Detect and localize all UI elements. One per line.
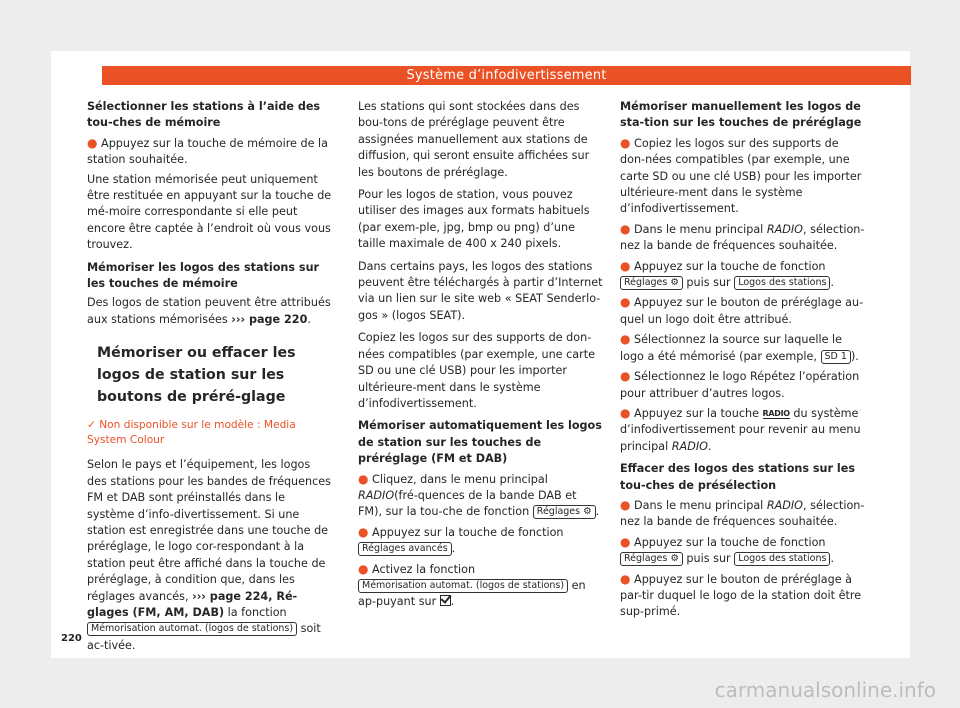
list-item: ● Sélectionnez la source sur laquelle le logo a été mémorisé (par exemple, SD 1 ). [620,332,859,363]
page-number: 220 [61,633,82,644]
function-key-label: Réglages avancés [358,542,452,556]
list-item: ● Appuyez sur la touche de fonction Réglages avancés . [358,524,564,556]
paragraph: Les stations qui sont stockées dans des bou-tons de préréglage peuvent être assignées manuellement aux stations de diffusion, qui seront ensuite affichées sur les boutons de préréglage. [358,100,590,179]
function-key-label: Réglages ⚙ [533,505,596,519]
function-key-label: Réglages ⚙ [620,552,683,566]
bullet-icon: ● [620,258,631,273]
column-right [620,99,866,624]
bullet-icon: ● [620,135,631,150]
paragraph: Selon le pays et l’équipement, les logos des stations pour les bandes de fréquences FM et DAB sont préinstallés dans le système d’info-divertissement. Si une station est enregistrée dans une touche de préréglage, le logo cor-respondant à la station peut être affiché dans la touche de préréglage, à condition que, dans les réglages avancés, ››› page 224, Ré-glages (FM, AM, DAB) la fonction Mémorisation automat. (logos de stations) soit ac-tivée. [87,458,331,652]
bullet-icon: ● [620,295,631,310]
paragraph: Des logos de station peuvent être attribués aux stations mémorisées ››› page 220. [87,296,331,326]
bullet-icon: ● [620,405,631,420]
bullet-icon: ● [87,135,98,150]
paragraph: Dans certains pays, les logos des stations peuvent être téléchargés à partir d’Internet via un lien sur le site web « SEAT Senderlo-gos » (logos SEAT). [358,259,603,322]
check-icon [440,595,451,606]
section-heading: Mémoriser les logos des stations sur les touches de mémoire [87,260,320,291]
list-item: ● Copiez les logos sur des supports de don-nées compatibles (par exemple, une carte SD ou une clé USB) pour les importer ultérieure-ment dans le système d’infodivertissement. [620,135,862,216]
bullet-icon: ● [358,524,369,539]
list-item: ● Appuyez sur le bouton de préréglage à par-tir duquel le logo de la station doit être sup-primé. [620,571,862,619]
list-item: ● Appuyez sur la touche de mémoire de la station souhaitée. [87,135,328,167]
list-item: ● Sélectionnez le logo Répétez l’opération pour attribuer d’autres logos. [620,369,860,400]
section-heading: Mémoriser manuellement les logos de sta-tion sur les touches de préréglage [620,100,862,130]
function-key-label: Mémorisation automat. (logos de stations) [87,622,297,636]
list-item: ● Activez la fonction Mémorisation automat. (logos de stations) en ap-puyant sur . [358,561,586,609]
function-key-label: SD 1 [821,350,851,364]
column-left [87,99,333,660]
section-heading: Sélectionner les stations à l’aide des tou-ches de mémoire [87,100,321,130]
list-item: ● Appuyez sur la touche de fonction Réglages ⚙ puis sur Logos des stations . [620,534,835,566]
paragraph: Copiez les logos sur des supports de don-nées compatibles (par exemple, une carte SD ou une clé USB) pour les importer ultérieure-ment dans le système d’infodivertissement. [358,331,595,410]
list-item: ● Appuyez sur la touche de fonction Réglages ⚙ puis sur Logos des stations . [620,258,835,290]
radio-key-icon: RADIO [762,408,790,418]
page-header: Système d’infodivertissement [102,66,911,85]
manual-page [51,51,910,658]
section-heading: Mémoriser automatiquement les logos de station sur les touches de préréglage (FM et DAB) [358,419,602,466]
function-key-label: Mémorisation automat. (logos de stations) [358,579,568,593]
list-item: ● Cliquez, dans le menu principal RADIO(fré-quences de la bande DAB et FM), sur la tou-che de fonction Réglages ⚙ . [358,471,600,519]
column-middle [358,99,604,614]
bullet-icon: ● [620,571,631,586]
chapter-title: Mémoriser ou effacer les logos de station sur les boutons de préré-glage [97,345,296,406]
bullet-icon: ● [620,332,631,347]
page-reference-link[interactable]: ››› page 220 [231,312,308,326]
list-item: ● Dans le menu principal RADIO, sélection-nez la bande de fréquences souhaitée. [620,497,865,529]
bullet-icon: ● [358,471,369,486]
availability-note: ✓ Non disponible sur le modèle : Media System Colour [87,419,296,447]
watermark: carmanualsonline.info [714,678,936,702]
list-item: ● Dans le menu principal RADIO, sélection-nez la bande de fréquences souhaitée. [620,221,865,253]
list-item: ● Appuyez sur le bouton de préréglage au-quel un logo doit être attribué. [620,295,864,326]
bullet-icon: ● [620,221,631,236]
paragraph: Pour les logos de station, vous pouvez utiliser des images aux formats habituels (par exem-ple, jpg, bmp ou png) d’une taille maximale de 400 x 240 pixels. [358,188,590,251]
function-key-label: Logos des stations [734,276,830,290]
bullet-icon: ● [358,561,369,576]
paragraph: Une station mémorisée peut uniquement être restituée en appuyant sur la touche de mé-moire correspondante si elle peut encore être captée à l’endroit où vous vous trouvez. [87,172,332,252]
section-heading: Effacer des logos des stations sur les tou-ches de présélection [620,462,856,492]
list-item: ● Appuyez sur la touche RADIO du système d’infodivertissement pour revenir au menu principal RADIO. [620,405,861,453]
bullet-icon: ● [620,369,631,384]
bullet-icon: ● [620,534,631,549]
function-key-label: Réglages ⚙ [620,276,683,290]
page-reference-link[interactable]: ››› page 224, Ré-glages (FM, AM, DAB) [87,589,298,619]
function-key-label: Logos des stations [734,552,830,566]
bullet-icon: ● [620,497,631,512]
